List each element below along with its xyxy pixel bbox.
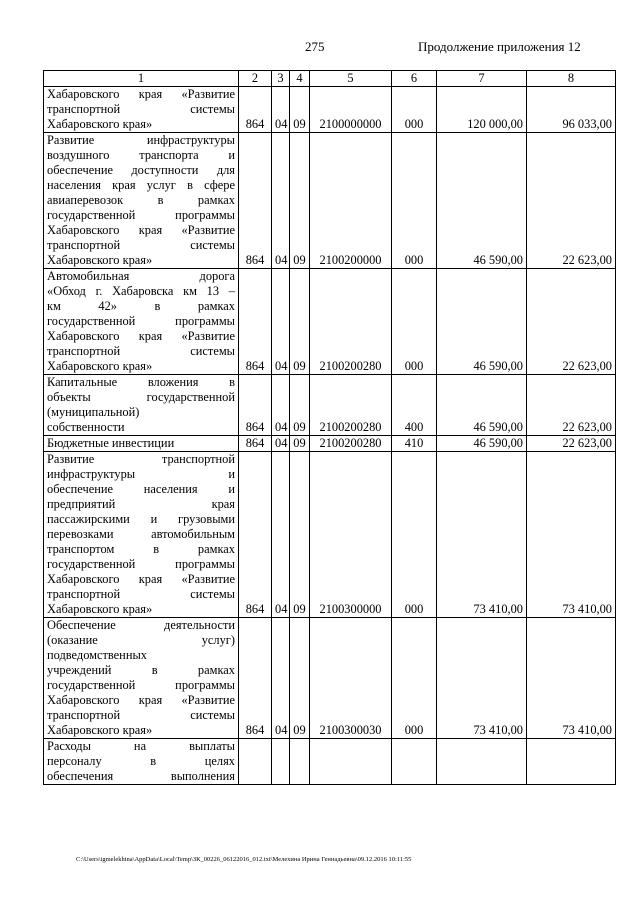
cell-cs: 2100000000 <box>310 87 392 133</box>
description-line: персоналу в целях <box>47 754 235 768</box>
cell-rz: 04 <box>272 436 290 452</box>
cell-amount2: 22 623,00 <box>527 375 616 436</box>
description-line: (оказание услуг) <box>47 633 235 647</box>
cell-amount2: 22 623,00 <box>527 436 616 452</box>
cell-gr: 864 <box>239 452 272 618</box>
cell-amount2 <box>527 739 616 785</box>
cell-rz: 04 <box>272 87 290 133</box>
row-description <box>44 436 239 452</box>
column-header: 6 <box>392 71 437 87</box>
description-line: воздушного транспорта и <box>47 148 235 162</box>
column-header: 3 <box>272 71 290 87</box>
cell-amount2: 96 033,00 <box>527 87 616 133</box>
cell-amount2: 73 410,00 <box>527 618 616 739</box>
cell-amount1: 46 590,00 <box>437 375 527 436</box>
cell-pr: 09 <box>290 375 310 436</box>
page-number: 275 <box>305 39 325 54</box>
cell-gr: 864 <box>239 375 272 436</box>
cell-amount1: 73 410,00 <box>437 618 527 739</box>
budget-table <box>43 70 616 785</box>
cell-vr: 000 <box>392 618 437 739</box>
description-line: км 42» в рамках <box>47 299 235 313</box>
description-line: транспортной системы <box>47 587 235 601</box>
continuation-header: Продолжение приложения 12 <box>418 39 581 54</box>
cell-vr: 000 <box>392 87 437 133</box>
table-row <box>44 133 616 269</box>
cell-rz: 04 <box>272 618 290 739</box>
description-line: Хабаровского края» <box>47 602 153 616</box>
cell-vr: 000 <box>392 452 437 618</box>
description-line: транспортной системы <box>47 344 235 358</box>
cell-cs: 2100300000 <box>310 452 392 618</box>
cell-gr: 864 <box>239 269 272 375</box>
cell-amount2: 73 410,00 <box>527 452 616 618</box>
description-line: Автомобильная дорога <box>47 269 235 283</box>
column-header: 1 <box>44 71 239 87</box>
description-line: инфраструктуры и <box>47 467 235 481</box>
cell-cs: 2100200280 <box>310 436 392 452</box>
description-line: Капитальные вложения в <box>47 375 235 389</box>
column-header: 7 <box>437 71 527 87</box>
cell-pr: 09 <box>290 269 310 375</box>
cell-vr: 400 <box>392 375 437 436</box>
cell-pr: 09 <box>290 452 310 618</box>
description-line: авиаперевозок в рамках <box>47 193 235 207</box>
table-body <box>44 87 616 785</box>
description-line: Хабаровского края» <box>47 253 153 267</box>
description-line: государственной программы <box>47 678 235 692</box>
description-line: Хабаровского края «Развитие <box>47 87 235 101</box>
cell-gr: 864 <box>239 436 272 452</box>
cell-amount1: 46 590,00 <box>437 436 527 452</box>
table-row <box>44 375 616 436</box>
cell-cs <box>310 739 392 785</box>
cell-gr <box>239 739 272 785</box>
cell-gr: 864 <box>239 618 272 739</box>
row-description <box>44 269 239 375</box>
table-row <box>44 269 616 375</box>
cell-amount2: 22 623,00 <box>527 133 616 269</box>
row-description <box>44 618 239 739</box>
row-description <box>44 87 239 133</box>
description-line: перевозками автомобильным <box>47 527 235 541</box>
description-line: пассажирскими и грузовыми <box>47 512 235 526</box>
row-description <box>44 375 239 436</box>
column-header: 2 <box>239 71 272 87</box>
cell-rz <box>272 739 290 785</box>
description-line: Хабаровского края «Развитие <box>47 693 235 707</box>
description-line: Расходы на выплаты <box>47 739 235 753</box>
column-header: 8 <box>527 71 616 87</box>
cell-pr: 09 <box>290 618 310 739</box>
table-row <box>44 87 616 133</box>
description-line: обеспечения выполнения <box>47 769 235 783</box>
cell-vr <box>392 739 437 785</box>
cell-vr: 410 <box>392 436 437 452</box>
cell-rz: 04 <box>272 269 290 375</box>
cell-pr: 09 <box>290 436 310 452</box>
description-line: транспортной системы <box>47 708 235 722</box>
cell-amount1: 46 590,00 <box>437 269 527 375</box>
description-line: учреждений в рамках <box>47 663 235 677</box>
description-line: транспортом в рамках <box>47 542 235 556</box>
description-line: подведомственных <box>47 648 147 662</box>
description-line: государственной программы <box>47 557 235 571</box>
footer-path: C:\Users\igmelekhina\AppData\Local\Temp\ЗК_00226_06122016_012.txt\Мелехина Ирина Геннадьевна\09.12.2016 10:11:55 <box>76 856 412 863</box>
description-line: собственности <box>47 420 125 434</box>
description-line: (муниципальной) <box>47 405 140 419</box>
description-line: Бюджетные инвестиции <box>47 436 175 450</box>
description-line: транспортной системы <box>47 102 235 116</box>
cell-amount2: 22 623,00 <box>527 269 616 375</box>
cell-gr: 864 <box>239 87 272 133</box>
description-line: Хабаровского края» <box>47 359 153 373</box>
row-description <box>44 452 239 618</box>
cell-cs: 2100300030 <box>310 618 392 739</box>
column-header: 5 <box>310 71 392 87</box>
cell-pr: 09 <box>290 133 310 269</box>
description-line: обеспечение доступности для <box>47 163 235 177</box>
cell-vr: 000 <box>392 269 437 375</box>
cell-amount1: 73 410,00 <box>437 452 527 618</box>
cell-pr: 09 <box>290 87 310 133</box>
description-line: «Обход г. Хабаровска км 13 – <box>47 284 235 298</box>
cell-amount1: 46 590,00 <box>437 133 527 269</box>
description-line: предприятий края <box>47 497 235 511</box>
description-line: государственной программы <box>47 208 235 222</box>
description-line: Обеспечение деятельности <box>47 618 235 632</box>
cell-amount1: 120 000,00 <box>437 87 527 133</box>
description-line: Хабаровского края «Развитие <box>47 572 235 586</box>
table-row <box>44 436 616 452</box>
table-row <box>44 618 616 739</box>
description-line: Хабаровского края» <box>47 117 153 131</box>
description-line: Хабаровского края» <box>47 723 153 737</box>
cell-cs: 2100200000 <box>310 133 392 269</box>
description-line: населения края услуг в сфере <box>47 178 235 192</box>
column-header: 4 <box>290 71 310 87</box>
cell-rz: 04 <box>272 452 290 618</box>
cell-gr: 864 <box>239 133 272 269</box>
table-row <box>44 452 616 618</box>
table-row <box>44 739 616 785</box>
row-description <box>44 133 239 269</box>
description-line: обеспечение населения и <box>47 482 235 496</box>
cell-cs: 2100200280 <box>310 269 392 375</box>
description-line: Развитие инфраструктуры <box>47 133 235 147</box>
description-line: транспортной системы <box>47 238 235 252</box>
description-line: Хабаровского края «Развитие <box>47 329 235 343</box>
row-description <box>44 739 239 785</box>
cell-vr: 000 <box>392 133 437 269</box>
description-line: Хабаровского края «Развитие <box>47 223 235 237</box>
description-line: Развитие транспортной <box>47 452 235 466</box>
description-line: государственной программы <box>47 314 235 328</box>
description-line: объекты государственной <box>47 390 235 404</box>
cell-amount1 <box>437 739 527 785</box>
header-row <box>44 71 616 87</box>
cell-cs: 2100200280 <box>310 375 392 436</box>
cell-rz: 04 <box>272 133 290 269</box>
cell-rz: 04 <box>272 375 290 436</box>
cell-pr <box>290 739 310 785</box>
